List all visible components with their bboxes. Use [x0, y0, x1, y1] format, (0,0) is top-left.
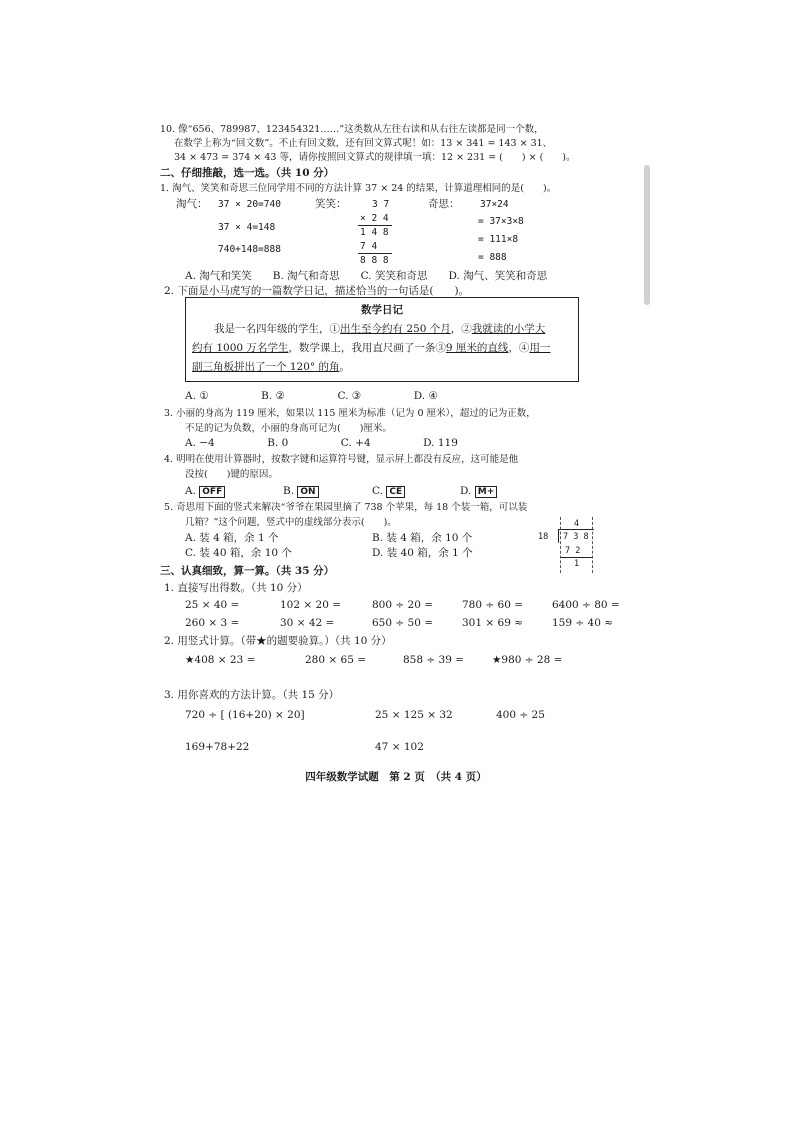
calc-key-off: OFF — [199, 486, 225, 498]
q1-stem: 1. 淘气、笑笑和奇思三位同学用不同的方法计算 37 × 24 的结果，计算道理相同的是( )。 — [160, 183, 557, 194]
diary-claim-4b: 副三角板拼出了一个 120° 的角 — [192, 361, 340, 373]
taoqi-line2: 37 × 4=148 — [218, 222, 276, 233]
q4-line2: 没按( )键的原因。 — [185, 469, 278, 480]
oral-item: 6400 ÷ 80 = — [552, 599, 620, 611]
calc-item: 169+78+22 — [185, 741, 250, 753]
q1-options: A. 淘气和笑笑 B. 淘气和奇思 C. 笑笑和奇思 D. 淘气、笑笑和奇思 — [185, 270, 548, 282]
taoqi-line1: 37 × 20=740 — [218, 199, 281, 210]
option-letter: D. — [460, 485, 472, 497]
exam-page — [150, 105, 642, 805]
q4-option-a — [185, 485, 225, 499]
xiaoxiao-label: 笑笑： — [315, 198, 347, 210]
q5-line2: 几箱？”这个问题，竖式中的虚线部分表示( )。 — [185, 517, 397, 528]
q3-line1: 3. 小丽的身高为 119 厘米，如果以 115 厘米为标准（记为 0 厘米），超过的记为正数， — [164, 408, 536, 419]
diary-text: 我是一名四年级的学生，① — [214, 323, 340, 335]
diary-claim-2b: 约有 1000 万名学生 — [192, 342, 289, 354]
q10-line2: 在数学上称为“回文数”。不止有回文数，还有回文算式呢！如：13 × 341 = 143 × 31、 — [174, 138, 553, 149]
section3-title: 三、认真细致，算一算。（共 35 分） — [160, 565, 335, 577]
section2-title: 二、仔细推敲，选一选。（共 10 分） — [160, 167, 335, 179]
long-division — [538, 517, 598, 577]
qisi-line4: = 888 — [478, 252, 507, 263]
q4-option-b — [283, 485, 319, 499]
diary-text: 。 — [339, 361, 350, 373]
diary-line2 — [192, 342, 550, 355]
q2-stem: 2. 下面是小马虎写的一篇数学日记，描述恰当的一句话是( )。 — [164, 285, 470, 297]
diary-claim-2: 我就读的小学大 — [471, 323, 546, 335]
diary-text: ，② — [450, 323, 472, 335]
qisi-line3: = 111×8 — [478, 234, 519, 245]
oral-item: 25 × 40 = — [185, 599, 240, 611]
q3-line2: 不足的记为负数，小丽的身高可记为( )厘米。 — [185, 423, 392, 434]
div-bar — [558, 529, 594, 530]
vertical-calc-item: ★408 × 23 = — [185, 654, 256, 666]
q4-option-c — [372, 485, 405, 499]
calc-item: 25 × 125 × 32 — [375, 709, 453, 721]
oral-item: 159 ÷ 40 ≈ — [552, 617, 614, 629]
div-bracket — [558, 529, 559, 543]
option-letter: C. — [372, 485, 383, 497]
div-dividend: 7 3 8 — [563, 532, 589, 542]
vertical-calc-item: 280 × 65 = — [305, 654, 367, 666]
diary-title: 数学日记 — [361, 304, 403, 316]
q4-option-d — [460, 485, 497, 499]
q5-option-c: C. 装 40 箱，余 10 个 — [185, 547, 292, 559]
oral-item: 102 × 20 = — [280, 599, 342, 611]
calc-key-mplus: M+ — [475, 486, 498, 498]
oral-item: 301 × 69 ≈ — [462, 617, 524, 629]
q3-options: A. −4 B. 0 C. +4 D. 119 — [185, 437, 458, 449]
diary-text: ，数学课上，我用直尺画了一条③ — [288, 342, 446, 354]
dashed-box-right — [592, 517, 593, 573]
calc-key-ce: CE — [386, 486, 405, 498]
q10-line3: 34 × 473 = 374 × 43 等，请你按照回文算式的规律填一填：12 × 231 = ( ) × ( )。 — [174, 152, 576, 163]
q5-option-d: D. 装 40 箱，余 1 个 — [372, 547, 473, 559]
option-letter: A. — [185, 485, 196, 497]
q4-line1: 4. 明明在使用计算器时，按数字键和运算符号键，显示屏上都没有反应，这可能是他 — [164, 454, 519, 465]
page-footer: 四年级数学试题 第 2 页 （共 4 页） — [305, 771, 487, 783]
vertical-calc-item: 858 ÷ 39 = — [403, 654, 465, 666]
p2-title: 2. 用竖式计算。（带★的题要验算。）（共 10 分） — [164, 635, 392, 647]
taoqi-line3: 740+148=888 — [218, 244, 281, 255]
diary-line3 — [192, 361, 350, 374]
vertical-calc-item: ★980 ÷ 28 = — [492, 654, 563, 666]
diary-claim-1: 出生至今约有 250 个月 — [340, 323, 451, 335]
xx-row2: × 2 4 — [360, 213, 389, 224]
diary-line1 — [214, 323, 545, 336]
diary-claim-4: 用一 — [529, 342, 551, 354]
calc-key-on: ON — [297, 486, 318, 498]
q10-line1: 10. 像“656、789987、123454321……”这类数从左往右读和从右往左读都是同一个数， — [160, 124, 544, 135]
q2-options: A. ① B. ② C. ③ D. ④ — [185, 390, 438, 402]
oral-item: 650 ÷ 50 = — [372, 617, 434, 629]
div-remainder: 1 — [574, 559, 580, 569]
taoqi-label: 淘气： — [176, 198, 208, 210]
div-quotient: 4 — [574, 519, 580, 529]
p3-title: 3. 用你喜欢的方法计算。（共 15 分） — [164, 689, 340, 701]
diary-text: ，④ — [508, 342, 530, 354]
calc-item: 47 × 102 — [375, 741, 424, 753]
xx-row5: 8 8 8 — [360, 255, 389, 266]
q5-option-a: A. 装 4 箱，余 1 个 — [185, 532, 279, 544]
oral-item: 780 ÷ 60 = — [462, 599, 524, 611]
xx-row1: 3 7 — [372, 199, 390, 210]
scrollbar[interactable] — [644, 165, 650, 305]
calc-item: 400 ÷ 25 — [496, 709, 545, 721]
qisi-line2: = 37×3×8 — [478, 216, 524, 227]
oral-item: 800 ÷ 20 = — [372, 599, 434, 611]
diary-claim-3: 9 厘米的直线 — [445, 342, 509, 354]
q5-line1: 5. 奇思用下面的竖式来解决“爷爷在果园里摘了 738 个苹果，每 18 个装一箱，可以装 — [164, 502, 528, 513]
oral-item: 30 × 42 = — [280, 617, 335, 629]
xx-row4: 7 4 — [360, 241, 378, 252]
dashed-box-left — [560, 517, 561, 573]
option-letter: B. — [283, 485, 295, 497]
qisi-line1: 37×24 — [480, 199, 509, 210]
p1-title: 1. 直接写出得数。（共 10 分） — [164, 582, 308, 594]
oral-item: 260 × 3 = — [185, 617, 240, 629]
calc-item: 720 ÷ [ (16+20) × 20] — [185, 709, 305, 721]
div-product: 7 2 — [565, 546, 581, 556]
q5-option-b: B. 装 4 箱，余 10 个 — [372, 532, 473, 544]
diary-box — [185, 297, 579, 382]
xx-row3: 1 4 8 — [360, 227, 389, 238]
div-divisor: 18 — [538, 532, 549, 542]
qisi-label: 奇思： — [428, 198, 460, 210]
